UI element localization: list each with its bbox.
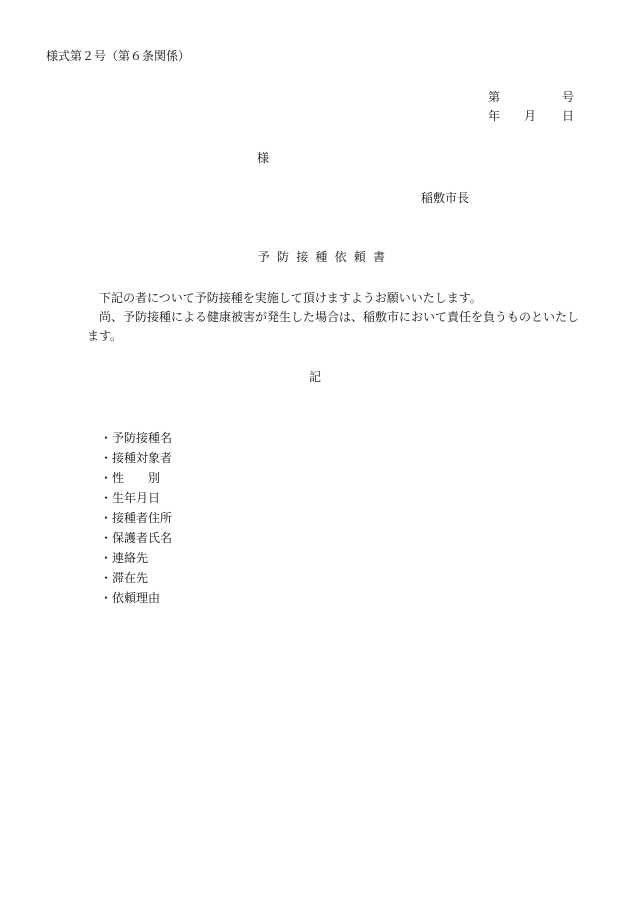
date-month: 月	[524, 109, 537, 123]
document-number-suffix: 号	[562, 90, 575, 104]
body-text	[87, 289, 587, 346]
list-item: ・接種者住所	[100, 511, 173, 525]
item-list	[100, 428, 172, 608]
form-identifier: 様式第２号（第６条関係）	[46, 49, 191, 63]
list-item: ・予防接種名	[100, 431, 173, 445]
issuer-name: 稲敷市長	[421, 191, 470, 205]
document-number-prefix: 第	[488, 90, 501, 104]
addressee-honorific: 様	[257, 151, 270, 165]
body-paragraph-2: 尚、予防接種による健康被害が発生した場合は、稲敷市において責任を負うものといたします。	[87, 310, 580, 343]
date-year: 年	[488, 109, 501, 123]
list-item: ・生年月日	[100, 491, 161, 505]
list-item: ・依頼理由	[100, 591, 161, 605]
date-day: 日	[562, 109, 575, 123]
body-paragraph-1: 下記の者について予防接種を実施して頂けますようお願いいたします。	[99, 291, 482, 305]
list-item: ・連絡先	[100, 551, 149, 565]
list-item: ・保護者氏名	[100, 531, 173, 545]
ki-heading: 記	[308, 370, 321, 384]
document-title: 予防接種依頼書	[257, 250, 393, 264]
list-item: ・滞在先	[100, 571, 149, 585]
list-item: ・接種対象者	[100, 451, 173, 465]
list-item: ・性 別	[100, 471, 161, 485]
